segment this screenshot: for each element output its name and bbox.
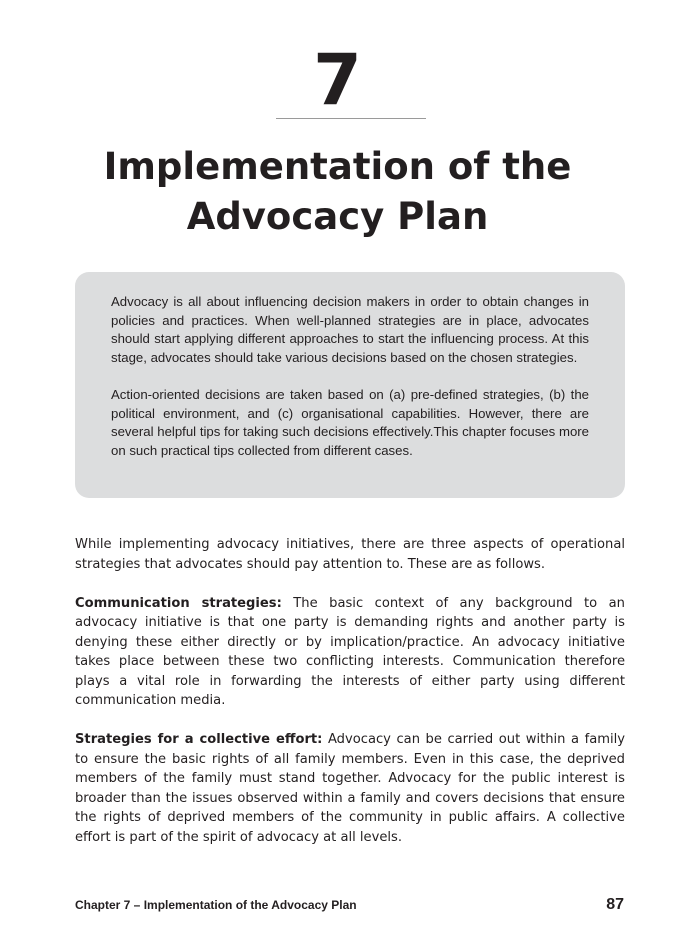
chapter-abstract-box xyxy=(75,272,625,498)
chapter-abstract-text xyxy=(111,293,589,460)
chapter-title xyxy=(40,142,635,242)
chapter-title-line-1: Implementation of the xyxy=(103,145,572,188)
communication-strategies-paragraph xyxy=(75,594,625,711)
collective-effort-paragraph xyxy=(75,730,625,847)
intro-paragraph: While implementing advocacy initiatives, there are three aspects of operational strategies that advocates should pay attention to. These are as follows. xyxy=(75,537,625,572)
body-text xyxy=(75,535,625,867)
chapter-title-line-2: Advocacy Plan xyxy=(186,195,489,238)
footer-running-title: Chapter 7 – Implementation of the Advocacy Plan xyxy=(75,898,357,912)
collective-effort-text: Advocacy can be carried out within a family to ensure the basic rights of all family members. Even in this case, the deprived members of the family must stand together. Advocacy for the public interest is broader than the issues observed within a family and covers decisions that ensure the rights of deprived members of the community in public affairs. A collective effort is part of the spirit of advocacy at all levels. xyxy=(75,732,626,845)
communication-strategies-heading: Communication strategies: xyxy=(75,595,282,611)
abstract-paragraph-2: Action-oriented decisions are taken based on (a) pre-defined strategies, (b) the political environment, and (c) organisational capabilities. However, there are several helpful tips for taking such decisions effectively.This chapter focuses more on such practical tips collected from different cases. xyxy=(111,386,589,458)
chapter-divider xyxy=(276,118,426,119)
chapter-number: 7 xyxy=(313,39,362,121)
footer-page-number: 87 xyxy=(606,896,624,913)
abstract-paragraph-1: Advocacy is all about influencing decision makers in order to obtain changes in policies and practices. When well-planned strategies are in place, advocates should start applying different approaches to start the influencing process. At this stage, advocates should take various decisions based on the chosen strategies. xyxy=(111,294,589,365)
communication-strategies-text: The basic context of any background to an advocacy initiative is that one party is demanding rights and another party is denying these either directly or by implication/practice. An advocacy initiative takes place between these two conflicting interests. Communication therefore plays a vital role in forwarding the interests of either party using different communication media. xyxy=(75,595,625,708)
collective-effort-heading: Strategies for a collective effort: xyxy=(75,732,323,747)
